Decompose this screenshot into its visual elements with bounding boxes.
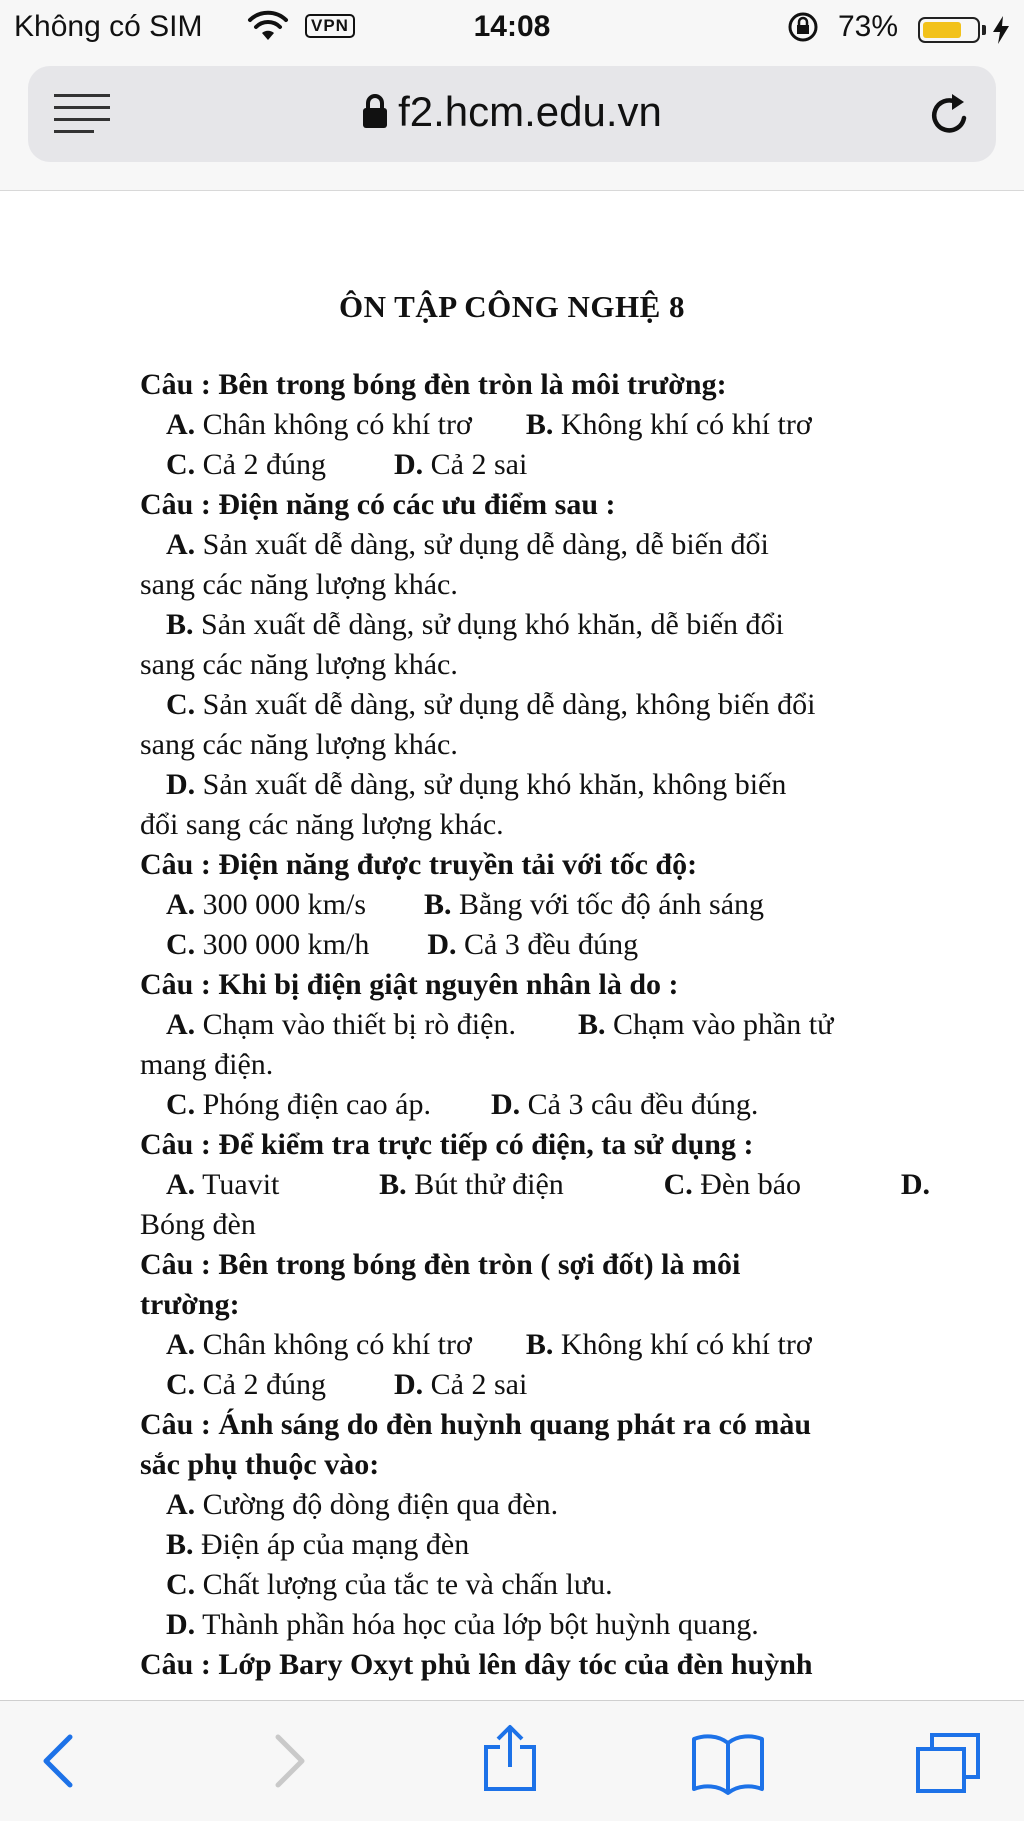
battery-cap bbox=[982, 25, 986, 35]
url-text: f2.hcm.edu.vn bbox=[398, 88, 662, 135]
option-b-continuation: mang điện. bbox=[140, 1048, 274, 1081]
question-8: Câu : Lớp Bary Oxyt phủ lên dây tóc của đèn huỳnh bbox=[140, 1648, 813, 1681]
question-1-options-row-1 bbox=[140, 405, 930, 445]
question-5: Câu : Để kiểm tra trực tiếp có điện, ta sử dụng : bbox=[140, 1128, 754, 1161]
rotation-lock-icon bbox=[786, 10, 820, 52]
option-c: C. 300 000 km/h bbox=[166, 928, 370, 961]
question-6: Câu : Bên trong bóng đèn tròn ( sợi đốt) là môi bbox=[140, 1248, 741, 1281]
carrier-label: Không có SIM bbox=[14, 10, 203, 43]
option-a: A. Tuavit bbox=[166, 1168, 280, 1201]
option-c: C. Phóng điện cao áp. bbox=[166, 1088, 431, 1121]
option-a: A. Chân không có khí trơ bbox=[166, 1328, 472, 1361]
address-bar[interactable] bbox=[28, 66, 996, 162]
option-d-continuation: đổi sang các năng lượng khác. bbox=[140, 808, 504, 841]
question-3: Câu : Điện năng được truyền tải với tốc độ: bbox=[140, 848, 698, 881]
option-b: B. Bằng với tốc độ ánh sáng bbox=[424, 888, 765, 921]
option-d: D. bbox=[900, 1168, 930, 1201]
option-d-continuation: Bóng đèn bbox=[140, 1208, 256, 1241]
option-a: A. Chạm vào thiết bị rò điện. bbox=[166, 1008, 516, 1041]
document-body bbox=[140, 365, 930, 1681]
question-6-options-row-1 bbox=[140, 1325, 930, 1365]
option-d: D. Cả 3 câu đều đúng. bbox=[490, 1088, 759, 1121]
option-b: B. Điện áp của mạng đèn bbox=[166, 1528, 470, 1561]
question-1: Câu : Bên trong bóng đèn tròn là môi trường: bbox=[140, 368, 727, 401]
question-4-options-row-1 bbox=[140, 1005, 930, 1045]
option-b: B. Bút thử điện bbox=[379, 1168, 564, 1201]
question-3-options-row-2 bbox=[140, 925, 930, 965]
option-c: C. Sản xuất dễ dàng, sử dụng dễ dàng, không biến đổi bbox=[166, 688, 816, 721]
question-6-continuation: trường: bbox=[140, 1288, 240, 1321]
document-title: ÔN TẬP CÔNG NGHỆ 8 bbox=[338, 289, 686, 324]
option-b: B. Không khí có khí trơ bbox=[525, 1328, 812, 1361]
bottom-toolbar bbox=[0, 1700, 1024, 1821]
option-c: C. Cả 2 đúng bbox=[166, 1368, 326, 1401]
url-display[interactable] bbox=[28, 88, 996, 139]
battery-icon bbox=[918, 17, 980, 43]
question-5-options-row bbox=[140, 1165, 930, 1205]
tabs-icon[interactable] bbox=[914, 1731, 984, 1800]
option-a-continuation: sang các năng lượng khác. bbox=[140, 568, 458, 601]
option-d: D. Cả 3 đều đúng bbox=[427, 928, 639, 961]
option-b: B. Sản xuất dễ dàng, sử dụng khó khăn, dễ biến đổi bbox=[166, 608, 784, 641]
option-d: D. Thành phần hóa học của lớp bột huỳnh quang. bbox=[166, 1608, 759, 1641]
question-2: Câu : Điện năng có các ưu điểm sau : bbox=[140, 488, 616, 521]
option-a: A. Chân không có khí trơ bbox=[166, 408, 472, 441]
question-1-options-row-2 bbox=[140, 445, 930, 485]
option-c: C. Chất lượng của tắc te và chấn lưu. bbox=[166, 1568, 613, 1601]
forward-icon bbox=[272, 1731, 308, 1796]
status-bar bbox=[0, 0, 1024, 58]
option-d: D. Cả 2 sai bbox=[394, 448, 528, 481]
option-d: D. Cả 2 sai bbox=[394, 1368, 528, 1401]
bookmarks-icon[interactable] bbox=[690, 1731, 766, 1800]
option-b: B. Không khí có khí trơ bbox=[525, 408, 812, 441]
browser-toolbar bbox=[0, 58, 1024, 191]
reload-icon[interactable] bbox=[926, 88, 974, 145]
question-4-options-row-2 bbox=[140, 1085, 930, 1125]
question-3-options-row-1 bbox=[140, 885, 930, 925]
battery-percent: 73% bbox=[838, 10, 899, 43]
question-6-options-row-2 bbox=[140, 1365, 930, 1405]
option-b: B. Chạm vào phần tử bbox=[577, 1008, 834, 1041]
document-page bbox=[0, 191, 1024, 1700]
option-c: C. Cả 2 đúng bbox=[166, 448, 326, 481]
clock: 14:08 bbox=[473, 10, 551, 43]
option-c-continuation: sang các năng lượng khác. bbox=[140, 728, 458, 761]
vpn-badge: VPN bbox=[305, 14, 355, 38]
charging-icon bbox=[993, 16, 1009, 52]
option-d: D. Sản xuất dễ dàng, sử dụng khó khăn, không biến bbox=[166, 768, 787, 801]
share-icon[interactable] bbox=[480, 1723, 540, 1798]
question-7: Câu : Ánh sáng do đèn huỳnh quang phát ra có màu bbox=[140, 1408, 812, 1441]
back-icon[interactable] bbox=[40, 1731, 76, 1796]
question-7-continuation: sắc phụ thuộc vào: bbox=[140, 1448, 380, 1481]
option-a: A. Cường độ dòng điện qua đèn. bbox=[166, 1488, 559, 1521]
option-b-continuation: sang các năng lượng khác. bbox=[140, 648, 458, 681]
padlock-icon bbox=[362, 91, 388, 139]
option-a: A. Sản xuất dễ dàng, sử dụng dễ dàng, dễ biến đổi bbox=[166, 528, 769, 561]
option-a: A. 300 000 km/s bbox=[166, 888, 367, 921]
option-c: C. Đèn báo bbox=[663, 1168, 802, 1201]
question-4: Câu : Khi bị điện giật nguyên nhân là do : bbox=[140, 968, 679, 1001]
